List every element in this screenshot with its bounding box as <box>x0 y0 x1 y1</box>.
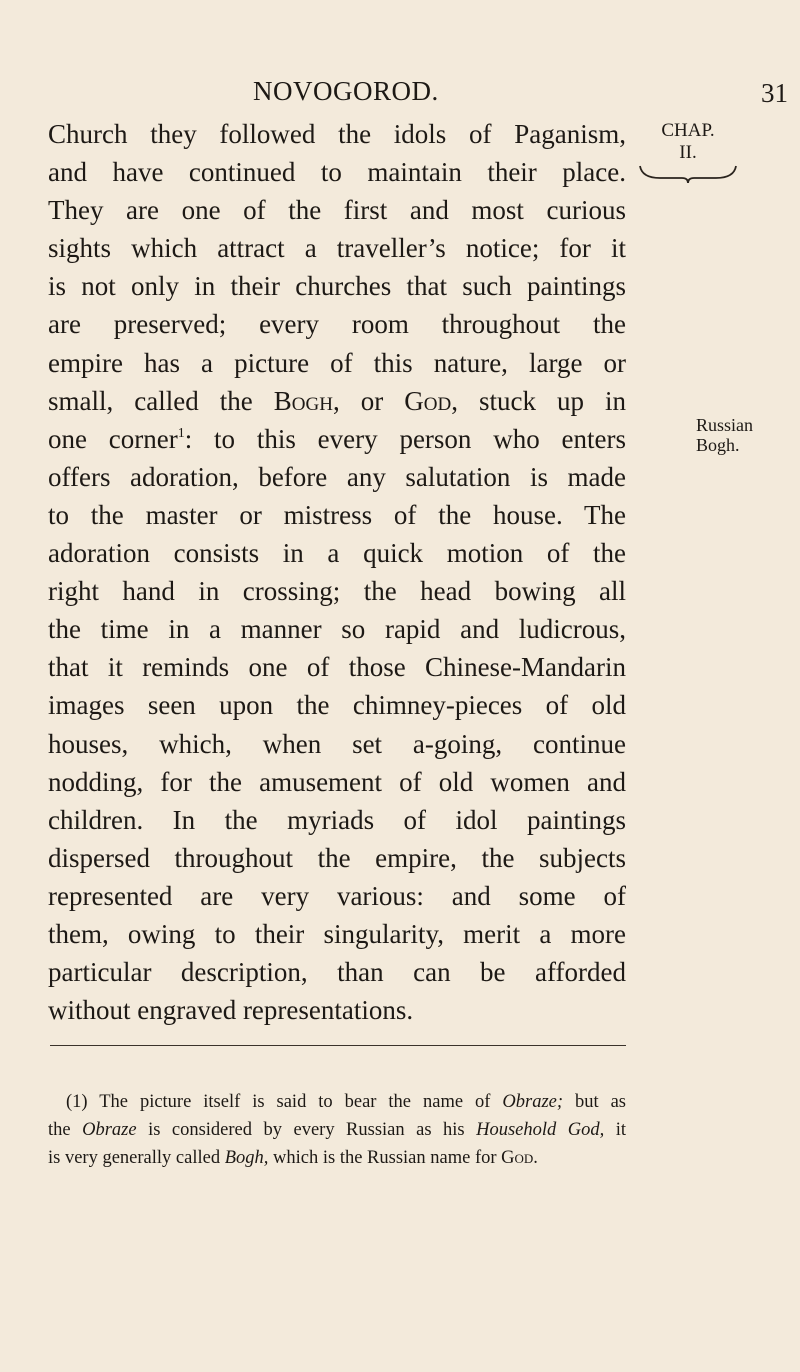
body-line: empire has a picture of this nature, large or <box>48 347 626 378</box>
page-number: 31 <box>761 78 788 108</box>
body-text-fragment: , stuck up in <box>451 385 627 416</box>
word-household-god: Household God, <box>476 1120 605 1140</box>
body-text-fragment: : to this every person who enters <box>184 423 627 454</box>
body-line: Church they followed the idols of Paganism, <box>48 119 626 149</box>
page-header <box>0 68 800 108</box>
chapter-marginal <box>638 120 738 164</box>
body-line: to the master or mistress of the house. The <box>48 499 626 530</box>
body-line: right hand in crossing; the head bowing all <box>48 576 626 607</box>
chapter-label: CHAP. <box>661 120 715 141</box>
body-text <box>48 115 626 1029</box>
body-line: dispersed throughout the empire, the subjects <box>48 842 626 873</box>
footnote-line <box>48 1088 626 1116</box>
body-line: and have continued to maintain their place. <box>48 157 626 188</box>
body-line: them, owing to their singularity, merit a more <box>48 918 626 949</box>
body-line: offers adoration, before any salutation is made <box>48 461 626 492</box>
body-line: images seen upon the chimney-pieces of old <box>48 690 626 721</box>
word-bogh: Bogh, <box>224 1148 269 1168</box>
footnote-rule <box>50 1045 626 1046</box>
footnote <box>48 1088 626 1172</box>
marginal-note-line: Russian <box>696 415 754 435</box>
footnote-text: which is the Russian name for <box>273 1148 497 1168</box>
body-line: is not only in their churches that such paintings <box>48 271 626 302</box>
body-line: that it reminds one of those Chinese-Mandarin <box>48 652 626 683</box>
word-god: God <box>404 385 452 416</box>
footnote-marker: (1) <box>66 1092 88 1112</box>
body-line: houses, which, when set a-going, continue <box>48 728 626 759</box>
footnote-text: but as <box>575 1092 627 1112</box>
body-line: are preserved; every room throughout the <box>48 309 626 340</box>
body-text-fragment: one corner <box>48 423 178 454</box>
body-line <box>48 420 626 458</box>
chapter-number: II. <box>679 142 697 163</box>
body-line <box>48 382 626 420</box>
body-line: without engraved representations. <box>48 995 414 1026</box>
chapter-brace-icon <box>638 162 738 184</box>
word-bogh: Bogh <box>273 385 333 416</box>
body-text-fragment: , or <box>332 385 384 416</box>
body-line: the time in a manner so rapid and ludicrous, <box>48 614 626 645</box>
word-god: God. <box>501 1148 538 1168</box>
footnote-text: The picture itself is said to bear the name of <box>99 1092 491 1112</box>
body-line: represented are very various: and some of <box>48 880 626 911</box>
footnote-text: is very generally called <box>48 1148 221 1168</box>
marginal-note <box>696 415 796 455</box>
body-line: children. In the myriads of idol paintings <box>48 804 626 835</box>
footnote-text: the <box>48 1120 71 1140</box>
running-head: NOVOGOROD. <box>253 76 439 106</box>
body-line: sights which attract a traveller’s notice; for it <box>48 233 626 264</box>
footnote-line <box>48 1144 626 1172</box>
body-line: particular description, than can be afforded <box>48 957 626 988</box>
footnote-line <box>48 1116 626 1144</box>
footnote-text: it <box>615 1120 626 1140</box>
body-line: adoration consists in a quick motion of the <box>48 538 626 569</box>
body-text-fragment: small, called the <box>48 385 253 416</box>
word-obraze: Obraze; <box>502 1092 564 1112</box>
footnote-reference[interactable]: 1 <box>177 425 185 441</box>
footnote-text: is considered by every Russian as his <box>148 1120 465 1140</box>
body-line: They are one of the first and most curious <box>48 195 626 226</box>
body-line: nodding, for the amusement of old women and <box>48 766 626 797</box>
word-obraze: Obraze <box>82 1120 137 1140</box>
marginal-note-line: Bogh. <box>696 435 740 455</box>
